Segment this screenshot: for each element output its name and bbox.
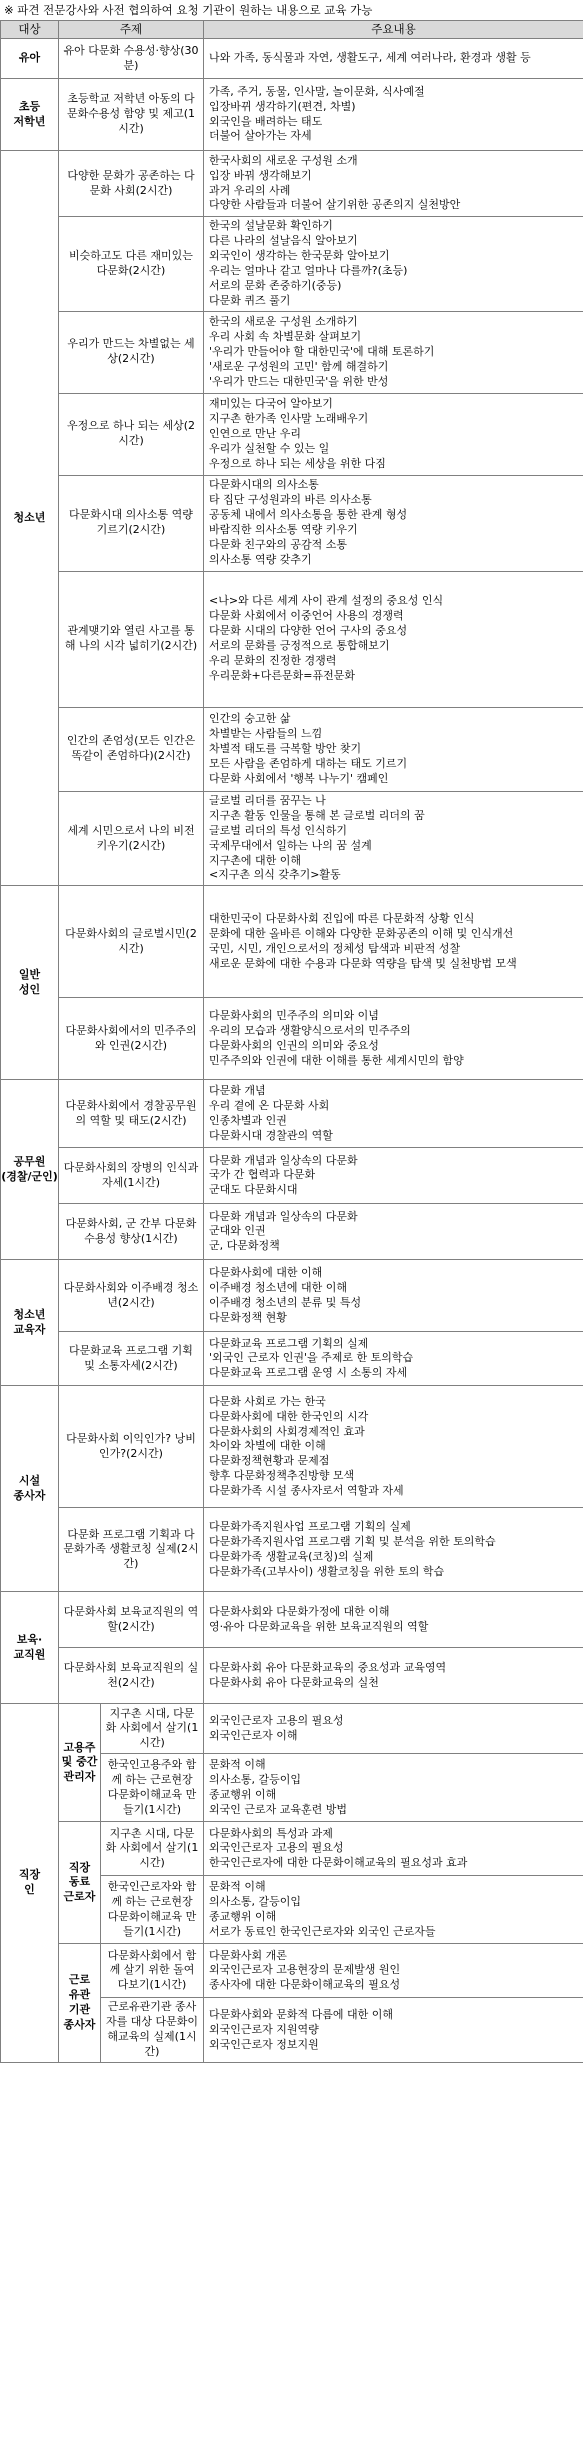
content-line: 다문화교육 프로그램 기획의 실제 bbox=[209, 1336, 369, 1350]
content-cell bbox=[204, 998, 583, 1080]
topic-cell: 다문화사회 이익인가? 낭비인가?(2시간) bbox=[59, 1386, 204, 1508]
content-line: 대한민국이 다문화사회 진입에 따른 다문화적 상황 인식 bbox=[209, 912, 475, 926]
topic-cell: 우정으로 하나 되는 세상(2시간) bbox=[59, 393, 204, 475]
content-line: 다문화시대의 의사소통 bbox=[209, 478, 319, 492]
table-row bbox=[1, 311, 583, 393]
content-line: 민주주의와 인권에 대한 이해를 통한 세계시민의 함양 bbox=[209, 1053, 464, 1067]
content-line: <지구촌 의식 갖추기>활동 bbox=[209, 868, 341, 882]
table-row bbox=[1, 571, 583, 707]
content-line: 외국인 근로자 교육훈련 방법 bbox=[209, 1802, 348, 1816]
content-line: 우리는 얼마나 같고 얼마나 다를까?(초등) bbox=[209, 263, 408, 277]
content-line: 외국인근로자 고용의 필요성 bbox=[209, 1841, 344, 1855]
content-cell bbox=[204, 1386, 583, 1508]
content-cell bbox=[204, 475, 583, 571]
content-line: 다문화가족 시설 종사자로서 역할과 자세 bbox=[209, 1484, 404, 1498]
content-line: 우정으로 하나 되는 세상을 위한 다짐 bbox=[209, 456, 386, 470]
target-cell: 청소년 bbox=[1, 151, 59, 886]
table-row bbox=[1, 1648, 583, 1704]
content-line: '새로운 구성원의 고민' 함께 해결하기 bbox=[209, 359, 389, 373]
content-line: 의사소통 역량 갖추기 bbox=[209, 553, 312, 567]
table-row bbox=[1, 1822, 583, 1876]
table-row bbox=[1, 217, 583, 312]
content-line: 우리 곁에 온 다문화 사회 bbox=[209, 1098, 330, 1112]
content-line: 외국인근로자 이해 bbox=[209, 1728, 298, 1742]
table-row bbox=[1, 1204, 583, 1260]
content-cell bbox=[204, 217, 583, 312]
table-header-row bbox=[1, 21, 583, 39]
content-cell bbox=[204, 1508, 583, 1592]
topic-cell: 근로유관기관 종사자를 대상 다문화이해교육의 실제(1시간) bbox=[101, 1998, 204, 2063]
content-line: 모든 사람을 존엄하게 대하는 태도 기르기 bbox=[209, 756, 408, 770]
content-line: '우리가 만들어야 할 대한민국'에 대해 토론하기 bbox=[209, 344, 435, 358]
content-line: 공동체 내에서 의사소통을 통한 관계 형성 bbox=[209, 508, 408, 522]
content-line: 군, 다문화정책 bbox=[209, 1239, 280, 1253]
table-row bbox=[1, 886, 583, 998]
content-cell bbox=[204, 1204, 583, 1260]
content-cell bbox=[204, 1648, 583, 1704]
content-line: 인간의 숭고한 삶 bbox=[209, 711, 291, 725]
content-line: 다문화사회 유아 다문화교육의 실천 bbox=[209, 1675, 379, 1689]
content-line: 서로가 동료인 한국인근로자와 외국인 근로자들 bbox=[209, 1924, 436, 1938]
content-line: 종사자에 대한 다문화이해교육의 필요성 bbox=[209, 1978, 401, 1992]
topic-cell: 다문화교육 프로그램 기획 및 소통자세(2시간) bbox=[59, 1332, 204, 1386]
content-line: 의사소통, 갈등이입 bbox=[209, 1894, 302, 1908]
table-row bbox=[1, 1080, 583, 1148]
topic-cell: 지구촌 시대, 다문화 사회에서 살기(1시간) bbox=[101, 1704, 204, 1754]
content-line: 문화적 이해 bbox=[209, 1880, 266, 1894]
target-cell: 청소년 교육자 bbox=[1, 1260, 59, 1386]
content-line: 다문화 친구와의 공감적 소통 bbox=[209, 538, 348, 552]
content-line: 외국인근로자 고용의 필요성 bbox=[209, 1713, 344, 1727]
content-cell bbox=[204, 151, 583, 217]
topic-cell: 다문화사회에서의 민주주의와 인권(2시간) bbox=[59, 998, 204, 1080]
topic-cell: 다문화사회와 이주배경 청소년(2시간) bbox=[59, 1260, 204, 1332]
content-cell bbox=[204, 1822, 583, 1876]
subtarget-cell: 직장 동료 근로자 bbox=[59, 1822, 101, 1944]
table-row bbox=[1, 1332, 583, 1386]
content-cell bbox=[204, 886, 583, 998]
table-row bbox=[1, 151, 583, 217]
content-line: 바람직한 의사소통 역량 키우기 bbox=[209, 523, 358, 537]
content-cell bbox=[204, 311, 583, 393]
topic-cell: 세계 시민으로서 나의 비전 키우기(2시간) bbox=[59, 791, 204, 886]
content-line: 문화에 대한 올바른 이해와 다양한 문화공존의 이해 및 인식개선 bbox=[209, 926, 514, 940]
target-cell: 초등 저학년 bbox=[1, 79, 59, 151]
table-row bbox=[1, 1944, 583, 1998]
content-line: 다문화 퀴즈 풀기 bbox=[209, 293, 291, 307]
content-cell bbox=[204, 1148, 583, 1204]
content-cell bbox=[204, 393, 583, 475]
content-line: 한국의 새로운 구성원 소개하기 bbox=[209, 314, 358, 328]
content-line: 서로의 문화 존중하기(중등) bbox=[209, 278, 342, 292]
content-line: 한국사회의 새로운 구성원 소개 bbox=[209, 153, 358, 167]
topic-cell: 우리가 만드는 차별없는 세상(2시간) bbox=[59, 311, 204, 393]
table-row bbox=[1, 1592, 583, 1648]
topic-cell: 인간의 존엄성(모든 인간은 똑같이 존엄하다)(2시간) bbox=[59, 707, 204, 791]
content-cell bbox=[204, 1260, 583, 1332]
header-target: 대상 bbox=[1, 21, 59, 39]
header-content: 주요내용 bbox=[204, 21, 583, 39]
content-line: 인연으로 만난 우리 bbox=[209, 426, 302, 440]
content-line: 지구촌 활동 인물을 통해 본 글로벌 리더의 꿈 bbox=[209, 808, 425, 822]
content-line: 다문화 사회에서 '행복 나누기' 캠페인 bbox=[209, 771, 389, 785]
content-line: 군대도 다문화시대 bbox=[209, 1183, 298, 1197]
content-line: 향후 다문화정책추진방향 모색 bbox=[209, 1469, 355, 1483]
content-line: 다문화사회 개론 bbox=[209, 1948, 287, 1962]
content-line: 다문화 개념과 일상속의 다문화 bbox=[209, 1209, 358, 1223]
header-topic: 주제 bbox=[59, 21, 204, 39]
content-line: 인종차별과 인권 bbox=[209, 1113, 287, 1127]
subtarget-cell: 근로 유관 기관 종사자 bbox=[59, 1944, 101, 2063]
table-row bbox=[1, 791, 583, 886]
content-line: 국민, 시민, 개인으로서의 정체성 탐색과 비판적 성찰 bbox=[209, 941, 461, 955]
content-cell bbox=[204, 791, 583, 886]
content-cell bbox=[204, 1332, 583, 1386]
content-line: 다문화가족(고부사이) 생활코칭을 위한 토의 학습 bbox=[209, 1564, 445, 1578]
content-line: 외국인근로자 정보지원 bbox=[209, 2037, 319, 2051]
content-line: 다문화정책 현황 bbox=[209, 1310, 287, 1324]
content-cell bbox=[204, 1754, 583, 1822]
content-line: 외국인근로자 고용현장의 문제발생 원인 bbox=[209, 1963, 401, 1977]
content-cell bbox=[204, 1592, 583, 1648]
table-row bbox=[1, 998, 583, 1080]
content-line: 글로벌 리더의 특성 인식하기 bbox=[209, 823, 348, 837]
topic-cell: 다문화사회 보육교직원의 역할(2시간) bbox=[59, 1592, 204, 1648]
content-line: 차이와 차별에 대한 이해 bbox=[209, 1439, 326, 1453]
content-line: 다문화가족지원사업 프로그램 기획 및 분석을 위한 토의학습 bbox=[209, 1534, 496, 1548]
target-cell: 일반 성인 bbox=[1, 886, 59, 1080]
content-line: 의사소통, 갈등이입 bbox=[209, 1772, 302, 1786]
target-cell: 직장 인 bbox=[1, 1704, 59, 2063]
content-line: 외국인을 배려하는 태도 bbox=[209, 114, 323, 128]
content-line: 다문화사회의 사회경제적인 효과 bbox=[209, 1424, 365, 1438]
content-line: 우리문화+다른문화=퓨전문화 bbox=[209, 669, 355, 683]
table-row bbox=[1, 1386, 583, 1508]
content-line: 다문화사회와 문화적 다름에 대한 이해 bbox=[209, 2007, 394, 2021]
content-cell bbox=[204, 1944, 583, 1998]
content-line: 서로의 문화를 긍정적으로 통합해보기 bbox=[209, 639, 390, 653]
content-line: 다문화교육 프로그램 운영 시 소통의 자세 bbox=[209, 1366, 408, 1380]
content-line: 더불어 살아가는 자세 bbox=[209, 129, 312, 143]
content-line: 다문화사회의 인권의 의미와 중요성 bbox=[209, 1038, 379, 1052]
table-row bbox=[1, 707, 583, 791]
topic-cell: 한국인근로자와 함께 하는 근로현장 다문화이해교육 만들기(1시간) bbox=[101, 1876, 204, 1944]
content-cell bbox=[204, 571, 583, 707]
content-line: 다문화가족 생활교육(코칭)의 실제 bbox=[209, 1549, 374, 1563]
table-row bbox=[1, 79, 583, 151]
content-line: 과거 우리의 사례 bbox=[209, 183, 291, 197]
content-line: 지구촌 한가족 인사말 노래배우기 bbox=[209, 411, 369, 425]
content-line: 문화적 이해 bbox=[209, 1758, 266, 1772]
content-line: 다문화시대 경찰관의 역할 bbox=[209, 1128, 333, 1142]
content-line: 국가 간 협력과 다문화 bbox=[209, 1168, 316, 1182]
content-line: 새로운 문화에 대한 수용과 다문화 역량을 탐색 및 실천방법 모색 bbox=[209, 956, 517, 970]
content-line: '외국인 근로자 인권'을 주제로 한 토의학습 bbox=[209, 1351, 414, 1365]
target-cell: 공무원 (경찰/군인) bbox=[1, 1080, 59, 1260]
content-line: 다문화사회에 대한 이해 bbox=[209, 1266, 323, 1280]
table-row bbox=[1, 475, 583, 571]
content-line: 입장바뀌 생각하기(편견, 차별) bbox=[209, 99, 356, 113]
content-line: 차별적 태도를 극복할 방안 찾기 bbox=[209, 741, 362, 755]
topic-cell: 지구촌 시대, 다문화 사회에서 살기(1시간) bbox=[101, 1822, 204, 1876]
content-line: 이주배경 청소년에 대한 이해 bbox=[209, 1280, 348, 1294]
content-line: 국제무대에서 일하는 나의 꿈 설계 bbox=[209, 838, 372, 852]
content-line: 다문화 사회에서 이중언어 사용의 경쟁력 bbox=[209, 609, 404, 623]
table-row bbox=[1, 393, 583, 475]
topic-cell: 다문화사회의 글로벌시민(2시간) bbox=[59, 886, 204, 998]
content-line: '우리가 만드는 대한민국'을 위한 반성 bbox=[209, 374, 389, 388]
content-cell bbox=[204, 39, 583, 79]
curriculum-table bbox=[0, 20, 583, 2063]
table-row bbox=[1, 1148, 583, 1204]
content-line: 다문화사회에 대한 한국인의 시각 bbox=[209, 1409, 369, 1423]
content-line: 한국인근로자에 대한 다문화이해교육의 필요성과 효과 bbox=[209, 1856, 468, 1870]
topic-cell: 관계맺기와 열린 사고를 통해 나의 시각 넓히기(2시간) bbox=[59, 571, 204, 707]
content-line: 다문화 개념 bbox=[209, 1084, 266, 1098]
content-line: 우리의 모습과 생활양식으로서의 민주주의 bbox=[209, 1023, 411, 1037]
content-line: 다양한 사람들과 더불어 살기위한 공존의지 실천방안 bbox=[209, 198, 461, 212]
content-line: 다문화사회의 민주주의 의미와 이념 bbox=[209, 1009, 379, 1023]
topic-cell: 다문화사회의 장병의 인식과 자세(1시간) bbox=[59, 1148, 204, 1204]
content-line: 타 집단 구성원과의 바른 의사소통 bbox=[209, 493, 372, 507]
topic-cell: 다문화사회에서 경찰공무원의 역할 및 태도(2시간) bbox=[59, 1080, 204, 1148]
content-line: 종교행위 이해 bbox=[209, 1787, 277, 1801]
content-line: 지구촌에 대한 이해 bbox=[209, 853, 302, 867]
topic-cell: 다양한 문화가 공존하는 다문화 사회(2시간) bbox=[59, 151, 204, 217]
target-cell: 시설 종사자 bbox=[1, 1386, 59, 1592]
content-cell bbox=[204, 1876, 583, 1944]
topic-cell: 비슷하고도 다른 재미있는 다문화(2시간) bbox=[59, 217, 204, 312]
content-cell bbox=[204, 1704, 583, 1754]
topic-cell: 유아 다문화 수용성·향상(30분) bbox=[59, 39, 204, 79]
content-line: 영·유아 다문화교육을 위한 보육교직원의 역할 bbox=[209, 1619, 429, 1633]
table-row bbox=[1, 1260, 583, 1332]
content-line: 재미있는 다국어 알아보기 bbox=[209, 396, 333, 410]
content-line: 다문화사회 유아 다문화교육의 중요성과 교육영역 bbox=[209, 1660, 447, 1674]
content-line: 다문화 시대의 다양한 언어 구사의 중요성 bbox=[209, 624, 408, 638]
topic-cell: 한국인고용주와 함께 하는 근로현장 다문화이해교육 만들기(1시간) bbox=[101, 1754, 204, 1822]
content-line: 다문화 개념과 일상속의 다문화 bbox=[209, 1153, 358, 1167]
page-note: ※ 파견 전문강사와 사전 협의하여 요청 기관이 원하는 내용으로 교육 가능 bbox=[4, 3, 373, 17]
content-cell bbox=[204, 79, 583, 151]
content-line: 종교행위 이해 bbox=[209, 1909, 277, 1923]
content-line: 가족, 주거, 동물, 인사말, 놀이문화, 식사예절 bbox=[209, 84, 425, 98]
content-line: 글로벌 리더를 꿈꾸는 나 bbox=[209, 793, 326, 807]
content-cell bbox=[204, 1998, 583, 2063]
content-line: <나>와 다른 세계 사이 관계 설정의 중요성 인식 bbox=[209, 594, 444, 608]
content-line: 다문화사회와 다문화가정에 대한 이해 bbox=[209, 1604, 390, 1618]
content-line: 다문화 사회로 가는 한국 bbox=[209, 1394, 326, 1408]
content-line: 우리 문화의 진정한 경쟁력 bbox=[209, 654, 337, 668]
content-line: 다른 나라의 설날음식 알아보기 bbox=[209, 233, 358, 247]
content-line: 입장 바꿔 생각해보기 bbox=[209, 168, 312, 182]
content-line: 군대와 인권 bbox=[209, 1224, 266, 1238]
topic-cell: 다문화사회, 군 간부 다문화 수용성 향상(1시간) bbox=[59, 1204, 204, 1260]
table-row bbox=[1, 1704, 583, 1754]
content-line: 외국인근로자 지원역량 bbox=[209, 2022, 319, 2036]
content-line: 한국의 설날문화 확인하기 bbox=[209, 219, 333, 232]
content-cell bbox=[204, 707, 583, 791]
content-line: 외국인이 생각하는 한국문화 알아보기 bbox=[209, 248, 390, 262]
content-line: 다문화정책현황과 문제점 bbox=[209, 1454, 330, 1468]
content-line: 다문화가족지원사업 프로그램 기획의 실제 bbox=[209, 1520, 411, 1534]
content-line: 우리 사회 속 차별문화 살펴보기 bbox=[209, 329, 362, 343]
target-cell: 보육· 교직원 bbox=[1, 1592, 59, 1704]
table-body bbox=[1, 39, 583, 2063]
content-line: 다문화사회의 특성과 과제 bbox=[209, 1826, 333, 1840]
table-row bbox=[1, 1508, 583, 1592]
content-line: 나와 가족, 동식물과 자연, 생활도구, 세계 여러나라, 환경과 생활 등 bbox=[209, 51, 531, 65]
topic-cell: 다문화사회에서 함께 살기 위한 돌여다보기(1시간) bbox=[101, 1944, 204, 1998]
content-cell bbox=[204, 1080, 583, 1148]
topic-cell: 다문화시대 의사소통 역량 기르기(2시간) bbox=[59, 475, 204, 571]
subtarget-cell: 고용주 및 중간 관리자 bbox=[59, 1704, 101, 1822]
topic-cell: 다문화사회 보육교직원의 실천(2시간) bbox=[59, 1648, 204, 1704]
topic-cell: 다문화 프로그램 기획과 다문화가족 생활코칭 실제(2시간) bbox=[59, 1508, 204, 1592]
target-cell: 유아 bbox=[1, 39, 59, 79]
table-row bbox=[1, 39, 583, 79]
content-line: 우리가 실천할 수 있는 일 bbox=[209, 441, 330, 455]
content-line: 차별받는 사람들의 느낌 bbox=[209, 726, 323, 740]
topic-cell: 초등학교 저학년 아동의 다문화수용성 함양 및 제고(1시간) bbox=[59, 79, 204, 151]
content-line: 이주배경 청소년의 분류 및 특성 bbox=[209, 1295, 362, 1309]
